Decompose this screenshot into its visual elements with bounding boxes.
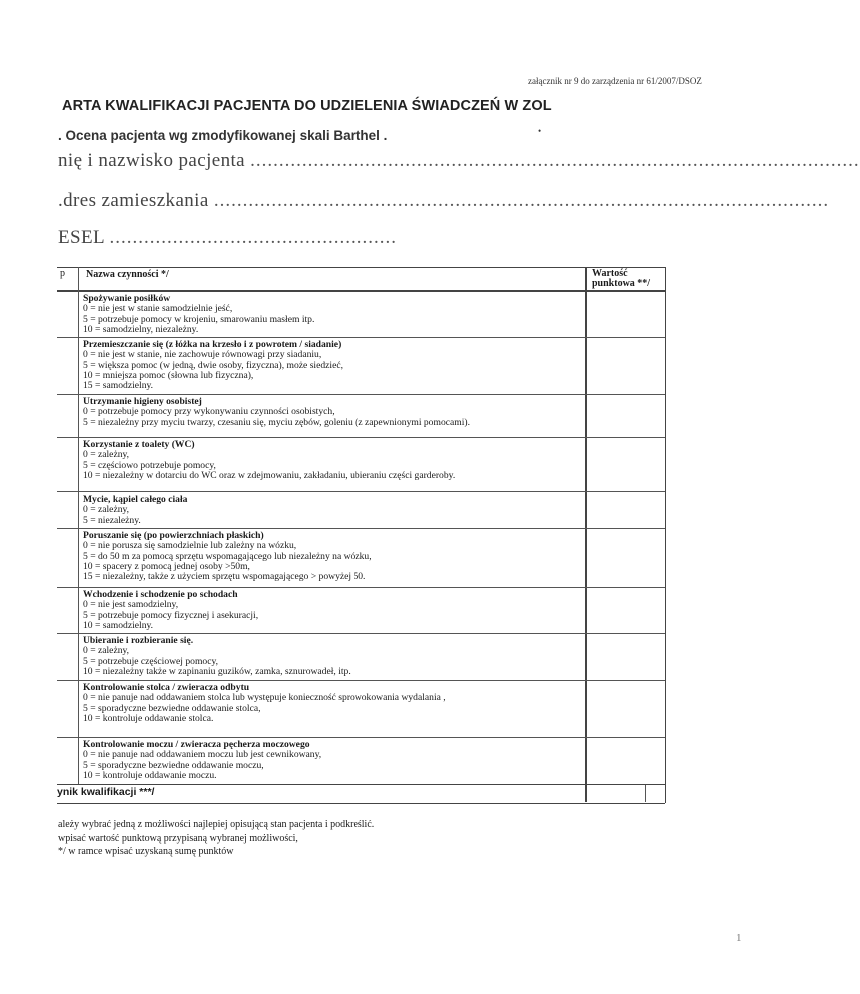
activity-section — [83, 636, 583, 677]
column-value-header-line2: punktowa **/ — [592, 278, 651, 289]
activity-title: Przemieszczanie się (z łóżka na krzesło i z powrotem / siadanie) — [83, 339, 342, 350]
column-lp-header: p — [60, 268, 65, 279]
activity-option[interactable]: 10 = kontroluje oddawanie moczu. — [83, 769, 217, 781]
activity-option[interactable]: 5 = sporadyczne bezwiedne oddawanie stolca, — [83, 702, 261, 714]
activity-title: Korzystanie z toalety (WC) — [83, 439, 195, 450]
activity-option[interactable]: 5 = niezależny. — [83, 514, 141, 526]
column-value-header — [592, 269, 650, 289]
footnote: */ w ramce wpisać uzyskaną sumę punktów — [58, 846, 234, 857]
column-value-header-line1: Wartość — [592, 268, 628, 279]
activity-option[interactable]: 10 = samodzielny, niezależny. — [83, 323, 199, 335]
result-label: ynik kwalifikacji ***/ — [57, 786, 155, 798]
patient-name-field[interactable] — [58, 150, 860, 172]
activity-option[interactable]: 0 = nie porusza się samodzielnie lub zależny na wózku, — [83, 540, 297, 552]
activity-section — [83, 683, 583, 724]
activity-title: Poruszanie się (po powierzchniach płaskich) — [83, 530, 264, 541]
activity-option[interactable]: 5 = potrzebuje pomocy w krojeniu, smarowaniu masłem itp. — [83, 313, 315, 325]
column-name-header: Nazwa czynności */ — [86, 269, 169, 280]
activity-option[interactable]: 10 = samodzielny. — [83, 619, 154, 631]
activity-section — [83, 294, 583, 335]
pesel-field[interactable] — [58, 227, 397, 249]
pesel-dots: .................................................. — [109, 227, 397, 248]
activity-option[interactable]: 10 = spacery z pomocą jednej osoby >50m, — [83, 560, 250, 572]
pesel-label: ESEL — [58, 227, 110, 248]
activity-option[interactable]: 0 = nie panuje nad oddawaniem moczu lub jest cewnikowany, — [83, 749, 322, 761]
activity-title: Kontrolowanie stolca / zwieracza odbytu — [83, 682, 250, 693]
activity-option[interactable]: 15 = samodzielny. — [83, 380, 154, 392]
activity-option[interactable]: 0 = zależny, — [83, 504, 130, 516]
row-divider — [57, 633, 665, 634]
row-divider — [57, 394, 665, 395]
footnote: ależy wybrać jedną z możliwości najlepiej opisującą stan pacjenta i podkreślić. — [58, 819, 375, 830]
value-column-divider — [585, 267, 587, 802]
activity-option[interactable]: 0 = nie jest w stanie, nie zachowuje równowagi przy siadaniu, — [83, 349, 322, 361]
patient-name-label: nię i nazwisko pacjenta — [58, 150, 251, 171]
activity-option[interactable]: 0 = potrzebuje pomocy przy wykonywaniu czynności osobistych, — [83, 406, 335, 418]
row-divider — [57, 587, 665, 588]
lp-column-divider — [78, 267, 79, 784]
row-divider — [57, 491, 665, 492]
activity-title: Wchodzenie i schodzenie po schodach — [83, 589, 238, 600]
activity-option[interactable]: 10 = niezależny także w zapinaniu guzików, zamka, sznurowadeł, itp. — [83, 665, 351, 677]
activity-section — [83, 440, 583, 481]
activity-title: Kontrolowanie moczu / zwieracza pęcherza moczowego — [83, 739, 310, 750]
activity-option[interactable]: 10 = mniejsza pomoc (słowna lub fizyczna), — [83, 369, 254, 381]
document-title: ARTA KWALIFIKACJI PACJENTA DO UDZIELENIA ŚWIADCZEŃ W ZOL — [62, 98, 552, 114]
table-header-divider — [57, 290, 665, 292]
row-divider — [57, 680, 665, 681]
activity-option[interactable]: 5 = potrzebuje częściowej pomocy, — [83, 655, 219, 667]
activity-option[interactable]: 0 = nie jest w stanie samodzielnie jeść, — [83, 303, 233, 315]
patient-name-dots: .......................................................................................................... — [250, 150, 860, 171]
activity-option[interactable]: 0 = nie jest samodzielny, — [83, 599, 179, 611]
activity-option[interactable]: 15 = niezależny, także z użyciem sprzętu wspomagającego > powyżej 50. — [83, 571, 366, 583]
activity-option[interactable]: 10 = kontroluje oddawanie stolca. — [83, 712, 214, 724]
activity-section — [83, 340, 583, 391]
attachment-note: załącznik nr 9 do zarządzenia nr 61/2007/DSOZ — [528, 76, 702, 86]
activity-section — [83, 397, 583, 428]
section-subtitle: . Ocena pacjenta wg zmodyfikowanej skali Barthel . — [58, 128, 388, 143]
activity-section — [83, 740, 583, 781]
activity-option[interactable]: 0 = nie panuje nad oddawaniem stolca lub występuje konieczność sprowokowania wydalania , — [83, 692, 446, 704]
activity-option[interactable]: 5 = większa pomoc (w jedną, dwie osoby, fizyczna), może siedzieć, — [83, 359, 343, 371]
activity-option[interactable]: 5 = potrzebuje pomocy fizycznej i asekuracji, — [83, 609, 259, 621]
address-dots: ........................................................................................................... — [213, 190, 830, 211]
activity-title: Ubieranie i rozbieranie się. — [83, 635, 194, 646]
address-field[interactable] — [58, 190, 829, 212]
activity-option[interactable]: 5 = sporadyczne bezwiedne oddawanie moczu, — [83, 759, 264, 771]
footnotes — [58, 818, 374, 859]
row-divider — [57, 337, 665, 338]
stray-mark: • — [538, 126, 542, 136]
activity-section — [83, 531, 583, 582]
page-number: 1 — [736, 932, 742, 944]
footnote: wpisać wartość punktową przypisaną wybranej możliwości, — [58, 832, 298, 844]
row-divider — [57, 437, 665, 438]
activity-option[interactable]: 5 = niezależny przy myciu twarzy, czesaniu się, myciu zębów, goleniu (z zapewnionymi pomocami). — [83, 416, 470, 428]
row-divider — [57, 528, 665, 529]
activity-section — [83, 590, 583, 631]
activity-option[interactable]: 5 = częściowo potrzebuje pomocy, — [83, 459, 216, 471]
activity-title: Spożywanie posiłków — [83, 293, 171, 304]
activity-title: Utrzymanie higieny osobistej — [83, 396, 202, 407]
activity-title: Mycie, kąpiel całego ciała — [83, 494, 188, 505]
activity-option[interactable]: 5 = do 50 m za pomocą sprzętu wspomagającego lub niezależny na wózku, — [83, 550, 372, 562]
activity-option[interactable]: 0 = zależny, — [83, 645, 130, 657]
activity-section — [83, 495, 583, 526]
address-label: .dres zamieszkania — [58, 190, 214, 211]
activity-option[interactable]: 0 = zależny, — [83, 449, 130, 461]
row-divider — [57, 737, 665, 738]
activity-option[interactable]: 10 = niezależny w dotarciu do WC oraz w zdejmowaniu, zakładaniu, ubieraniu części garderoby. — [83, 469, 456, 481]
